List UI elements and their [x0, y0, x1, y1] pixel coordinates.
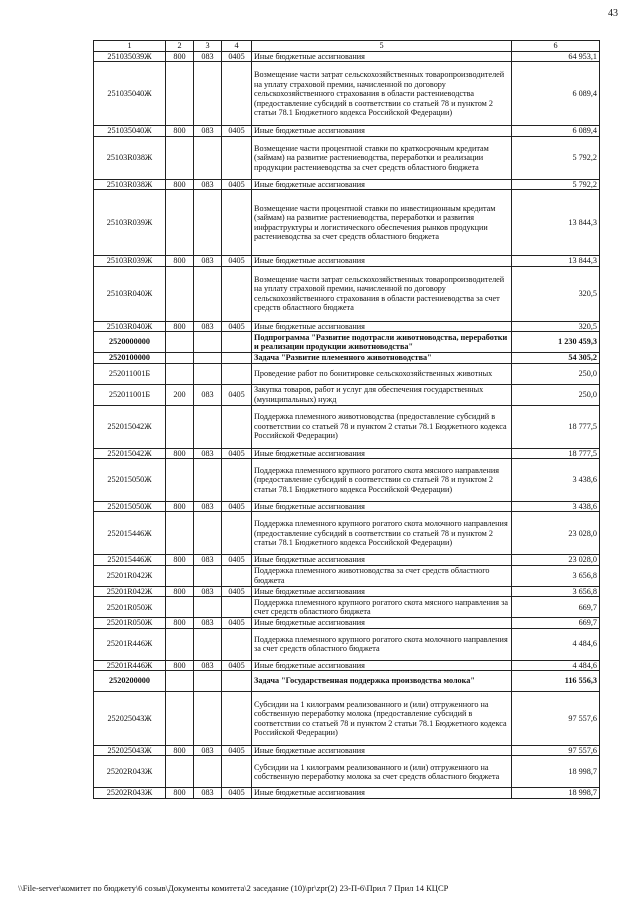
- section-code-cell: [166, 363, 194, 384]
- section-code-cell: [166, 136, 194, 179]
- subsection-code-cell: 0405: [222, 52, 252, 62]
- amount-cell: 320,5: [512, 321, 600, 331]
- description-cell: Иные бюджетные ассигнования: [252, 52, 512, 62]
- subsection-code-cell: 0405: [222, 448, 252, 458]
- ministry-code-cell: 083: [194, 321, 222, 331]
- description-cell: Поддержка племенного крупного рогатого скота молочного направления за счет средств областного бюджета: [252, 628, 512, 660]
- section-code-cell: [166, 353, 194, 363]
- section-code-cell: 800: [166, 52, 194, 62]
- code: 251035040Ж: [94, 62, 166, 126]
- description-cell: Задача "Государственная поддержка производства молока": [252, 671, 512, 692]
- amount-cell: 5 792,2: [512, 179, 600, 189]
- code: 25202504ЗЖ: [94, 746, 166, 756]
- ministry-code-cell: 083: [194, 501, 222, 511]
- code: 252015042Ж: [94, 448, 166, 458]
- table-row: [94, 788, 600, 798]
- subsection-code-cell: 0405: [222, 586, 252, 596]
- section-code-cell: 200: [166, 384, 194, 405]
- code: 25202504ЗЖ: [94, 692, 166, 746]
- subsection-code-cell: 0405: [222, 179, 252, 189]
- subsection-code-cell: [222, 363, 252, 384]
- description-cell: Иные бюджетные ассигнования: [252, 448, 512, 458]
- subsection-code-cell: 0405: [222, 256, 252, 266]
- ministry-code-cell: [194, 62, 222, 126]
- section-code-cell: 800: [166, 448, 194, 458]
- section-code-cell: [166, 671, 194, 692]
- ministry-code-cell: 083: [194, 618, 222, 628]
- description-cell: Субсидии на 1 килограмм реализованного и (или) отгруженного на собственную переработку молока за счет средств областного бюджета: [252, 756, 512, 788]
- subsection-code-cell: [222, 332, 252, 353]
- amount-cell: 4 484,6: [512, 660, 600, 670]
- subsection-code-cell: [222, 190, 252, 256]
- ministry-code-cell: [194, 190, 222, 256]
- ministry-code-cell: [194, 353, 222, 363]
- section-code-cell: [166, 332, 194, 353]
- subsection-code-cell: [222, 692, 252, 746]
- subsection-code-cell: 0405: [222, 501, 252, 511]
- description-cell: Подпрограмма "Развитие подотрасли животноводства, переработки и реализации продукции животноводства": [252, 332, 512, 353]
- subsection-code-cell: 0405: [222, 384, 252, 405]
- section-code-cell: 800: [166, 788, 194, 798]
- header-cell: 2: [166, 41, 194, 52]
- code: 25202R04ЗЖ: [94, 788, 166, 798]
- section-code-cell: 800: [166, 256, 194, 266]
- table-row: [94, 555, 600, 565]
- code: 25201R042Ж: [94, 565, 166, 586]
- amount-cell: 23 028,0: [512, 512, 600, 555]
- description-cell: Иные бюджетные ассигнования: [252, 660, 512, 670]
- file-path-footer: \\File-server\комитет по бюджету\6 созыв\Документы комитета\2 заседание (10)\pr\zpr(2) 23-П-6\Прил 7 Прил 14 КЦСР: [18, 883, 449, 893]
- ministry-code-cell: [194, 458, 222, 501]
- amount-cell: 1 230 459,3: [512, 332, 600, 353]
- ministry-code-cell: 083: [194, 384, 222, 405]
- amount-cell: 5 792,2: [512, 136, 600, 179]
- section-code-cell: 800: [166, 586, 194, 596]
- code: 25103R039Ж: [94, 256, 166, 266]
- subsection-code-cell: [222, 353, 252, 363]
- table-row: [94, 618, 600, 628]
- table-row: [94, 321, 600, 331]
- ministry-code-cell: 083: [194, 126, 222, 136]
- section-code-cell: [166, 405, 194, 448]
- code: 25103R040Ж: [94, 266, 166, 321]
- table-row: [94, 179, 600, 189]
- ministry-code-cell: 083: [194, 256, 222, 266]
- amount-cell: 13 844,3: [512, 190, 600, 256]
- description-cell: Поддержка племенного крупного рогатого скота молочного направления (предоставление субсидий в соответствии со статьей 78 и пунктом 2 статьи 78.1 Бюджетного кодекса Российской Федерации): [252, 512, 512, 555]
- section-code-cell: [166, 512, 194, 555]
- table-row: [94, 353, 600, 363]
- description-cell: Иные бюджетные ассигнования: [252, 618, 512, 628]
- description-cell: Закупка товаров, работ и услуг для обеспечения государственных (муниципальных) нужд: [252, 384, 512, 405]
- ministry-code-cell: 083: [194, 586, 222, 596]
- amount-cell: 54 305,2: [512, 353, 600, 363]
- table-row: [94, 660, 600, 670]
- table-row: [94, 458, 600, 501]
- subsection-code-cell: [222, 136, 252, 179]
- code: 252015446Ж: [94, 555, 166, 565]
- subsection-code-cell: 0405: [222, 746, 252, 756]
- description-cell: Возмещение части затрат сельскохозяйственных товаропроизводителей на уплату страховой премии, начисленной по договору сельскохозяйственного страхования в области растениеводства (предоставление субсидий в соответствии со статьей 78 и пунктом 2 статьи 78.1 Бюджетного кодекса Российской Федерации): [252, 62, 512, 126]
- description-cell: Поддержка племенного животноводства (предоставление субсидий в соответствии со статьей 78 и пунктом 2 статьи 78.1 Бюджетного кодекса Российской Федерации): [252, 405, 512, 448]
- amount-cell: 6 089,4: [512, 126, 600, 136]
- amount-cell: 4 484,6: [512, 628, 600, 660]
- description-cell: Иные бюджетные ассигнования: [252, 746, 512, 756]
- amount-cell: 250,0: [512, 384, 600, 405]
- code: 25201R446Ж: [94, 628, 166, 660]
- code: 251035040Ж: [94, 126, 166, 136]
- description-cell: Возмещение части процентной ставки по краткосрочным кредитам (займам) на развитие растениеводства, переработки и реализации продукции растениеводства за счет средств областного бюджета: [252, 136, 512, 179]
- table-row: [94, 628, 600, 660]
- amount-cell: 18 777,5: [512, 405, 600, 448]
- code: 2520200000: [94, 671, 166, 692]
- amount-cell: 97 557,6: [512, 746, 600, 756]
- table-row: [94, 671, 600, 692]
- ministry-code-cell: [194, 671, 222, 692]
- header-cell: 6: [512, 41, 600, 52]
- description-cell: Иные бюджетные ассигнования: [252, 555, 512, 565]
- description-cell: Иные бюджетные ассигнования: [252, 179, 512, 189]
- section-code-cell: [166, 756, 194, 788]
- section-code-cell: 800: [166, 501, 194, 511]
- section-code-cell: 800: [166, 179, 194, 189]
- amount-cell: 97 557,6: [512, 692, 600, 746]
- amount-cell: 3 438,6: [512, 501, 600, 511]
- ministry-code-cell: [194, 756, 222, 788]
- ministry-code-cell: 083: [194, 660, 222, 670]
- table-row: [94, 565, 600, 586]
- header-cell: 1: [94, 41, 166, 52]
- description-cell: Иные бюджетные ассигнования: [252, 586, 512, 596]
- table-row: [94, 332, 600, 353]
- amount-cell: 3 438,6: [512, 458, 600, 501]
- amount-cell: 3 656,8: [512, 586, 600, 596]
- subsection-code-cell: 0405: [222, 321, 252, 331]
- table-row: [94, 597, 600, 618]
- table-row: [94, 586, 600, 596]
- subsection-code-cell: [222, 565, 252, 586]
- subsection-code-cell: [222, 671, 252, 692]
- table-row: [94, 190, 600, 256]
- section-code-cell: [166, 628, 194, 660]
- ministry-code-cell: 083: [194, 52, 222, 62]
- ministry-code-cell: [194, 405, 222, 448]
- code: 2520000000: [94, 332, 166, 353]
- ministry-code-cell: 083: [194, 555, 222, 565]
- amount-cell: 23 028,0: [512, 555, 600, 565]
- ministry-code-cell: [194, 565, 222, 586]
- table-row: [94, 512, 600, 555]
- subsection-code-cell: 0405: [222, 788, 252, 798]
- amount-cell: 64 953,1: [512, 52, 600, 62]
- subsection-code-cell: [222, 458, 252, 501]
- section-code-cell: 800: [166, 126, 194, 136]
- subsection-code-cell: 0405: [222, 618, 252, 628]
- code: 252015050Ж: [94, 501, 166, 511]
- amount-cell: 116 556,3: [512, 671, 600, 692]
- description-cell: Иные бюджетные ассигнования: [252, 788, 512, 798]
- code: 25103R038Ж: [94, 179, 166, 189]
- amount-cell: 13 844,3: [512, 256, 600, 266]
- ministry-code-cell: 083: [194, 788, 222, 798]
- description-cell: Проведение работ по бонитировке сельскохозяйственных животных: [252, 363, 512, 384]
- amount-cell: 6 089,4: [512, 62, 600, 126]
- amount-cell: 18 998,7: [512, 756, 600, 788]
- table-row: [94, 384, 600, 405]
- section-code-cell: [166, 190, 194, 256]
- table-row: [94, 501, 600, 511]
- ministry-code-cell: 083: [194, 179, 222, 189]
- section-code-cell: [166, 62, 194, 126]
- section-code-cell: 800: [166, 321, 194, 331]
- description-cell: Иные бюджетные ассигнования: [252, 126, 512, 136]
- ministry-code-cell: [194, 597, 222, 618]
- table-row: [94, 746, 600, 756]
- budget-table: [93, 40, 600, 799]
- subsection-code-cell: [222, 512, 252, 555]
- table-row: [94, 136, 600, 179]
- ministry-code-cell: [194, 266, 222, 321]
- ministry-code-cell: [194, 363, 222, 384]
- page-number: 43: [608, 8, 618, 19]
- code: 252015042Ж: [94, 405, 166, 448]
- description-cell: Иные бюджетные ассигнования: [252, 501, 512, 511]
- description-cell: Иные бюджетные ассигнования: [252, 256, 512, 266]
- ministry-code-cell: [194, 512, 222, 555]
- table-row: [94, 692, 600, 746]
- table-row: [94, 756, 600, 788]
- amount-cell: 3 656,8: [512, 565, 600, 586]
- table-row: [94, 266, 600, 321]
- description-cell: Возмещение части затрат сельскохозяйственных товаропроизводителей на уплату страховой премии, начисленной по договору сельскохозяйственного страхования в области растениеводства за счет средств областного бюджета: [252, 266, 512, 321]
- code: 252015446Ж: [94, 512, 166, 555]
- amount-cell: 669,7: [512, 597, 600, 618]
- header-cell: 5: [252, 41, 512, 52]
- code: 25201R446Ж: [94, 660, 166, 670]
- description-cell: Субсидии на 1 килограмм реализованного и (или) отгруженного на собственную переработку молока (предоставление субсидий в соответствии со статьей 78 и пунктом 2 статьи 78.1 Бюджетного кодекса Российской Федерации): [252, 692, 512, 746]
- code: 25201R042Ж: [94, 586, 166, 596]
- ministry-code-cell: [194, 332, 222, 353]
- section-code-cell: 800: [166, 555, 194, 565]
- subsection-code-cell: [222, 266, 252, 321]
- code: 2520100000: [94, 353, 166, 363]
- description-cell: Поддержка племенного животноводства за счет средств областного бюджета: [252, 565, 512, 586]
- section-code-cell: [166, 597, 194, 618]
- ministry-code-cell: [194, 692, 222, 746]
- section-code-cell: [166, 692, 194, 746]
- section-code-cell: 800: [166, 746, 194, 756]
- subsection-code-cell: [222, 628, 252, 660]
- code: 252011001Б: [94, 363, 166, 384]
- subsection-code-cell: [222, 597, 252, 618]
- subsection-code-cell: [222, 62, 252, 126]
- ministry-code-cell: 083: [194, 746, 222, 756]
- header-cell: 4: [222, 41, 252, 52]
- code: 252011001Б: [94, 384, 166, 405]
- table-row: [94, 126, 600, 136]
- code: 252015050Ж: [94, 458, 166, 501]
- header-cell: 3: [194, 41, 222, 52]
- subsection-code-cell: 0405: [222, 126, 252, 136]
- code: 25201R050Ж: [94, 597, 166, 618]
- code: 25103R038Ж: [94, 136, 166, 179]
- amount-cell: 320,5: [512, 266, 600, 321]
- code: 25103R040Ж: [94, 321, 166, 331]
- amount-cell: 250,0: [512, 363, 600, 384]
- section-code-cell: 800: [166, 660, 194, 670]
- table-row: [94, 62, 600, 126]
- subsection-code-cell: [222, 405, 252, 448]
- table-row: [94, 405, 600, 448]
- description-cell: Поддержка племенного крупного рогатого скота мясного направления за счет средств областного бюджета: [252, 597, 512, 618]
- subsection-code-cell: 0405: [222, 555, 252, 565]
- description-cell: Возмещение части процентной ставки по инвестиционным кредитам (займам) на развитие растениеводства, переработки и развития инфраструктуры и логистического обеспечения рынков продукции растениеводства за счет средств областного бюджета: [252, 190, 512, 256]
- code: 25202R04ЗЖ: [94, 756, 166, 788]
- amount-cell: 18 998,7: [512, 788, 600, 798]
- code: 25201R050Ж: [94, 618, 166, 628]
- section-code-cell: [166, 565, 194, 586]
- code: 251035039Ж: [94, 52, 166, 62]
- section-code-cell: [166, 458, 194, 501]
- amount-cell: 18 777,5: [512, 448, 600, 458]
- ministry-code-cell: 083: [194, 448, 222, 458]
- description-cell: Иные бюджетные ассигнования: [252, 321, 512, 331]
- description-cell: Поддержка племенного крупного рогатого скота мясного направления (предоставление субсидий в соответствии со статьей 78 и пунктом 2 статьи 78.1 Бюджетного кодекса Российской Федерации): [252, 458, 512, 501]
- ministry-code-cell: [194, 136, 222, 179]
- amount-cell: 669,7: [512, 618, 600, 628]
- subsection-code-cell: [222, 756, 252, 788]
- description-cell: Задача "Развитие племенного животноводства": [252, 353, 512, 363]
- table-row: [94, 448, 600, 458]
- ministry-code-cell: [194, 628, 222, 660]
- code: 25103R039Ж: [94, 190, 166, 256]
- section-code-cell: [166, 266, 194, 321]
- table-row: [94, 256, 600, 266]
- subsection-code-cell: 0405: [222, 660, 252, 670]
- table-row: [94, 363, 600, 384]
- header-row: [94, 41, 600, 52]
- table-row: [94, 52, 600, 62]
- section-code-cell: 800: [166, 618, 194, 628]
